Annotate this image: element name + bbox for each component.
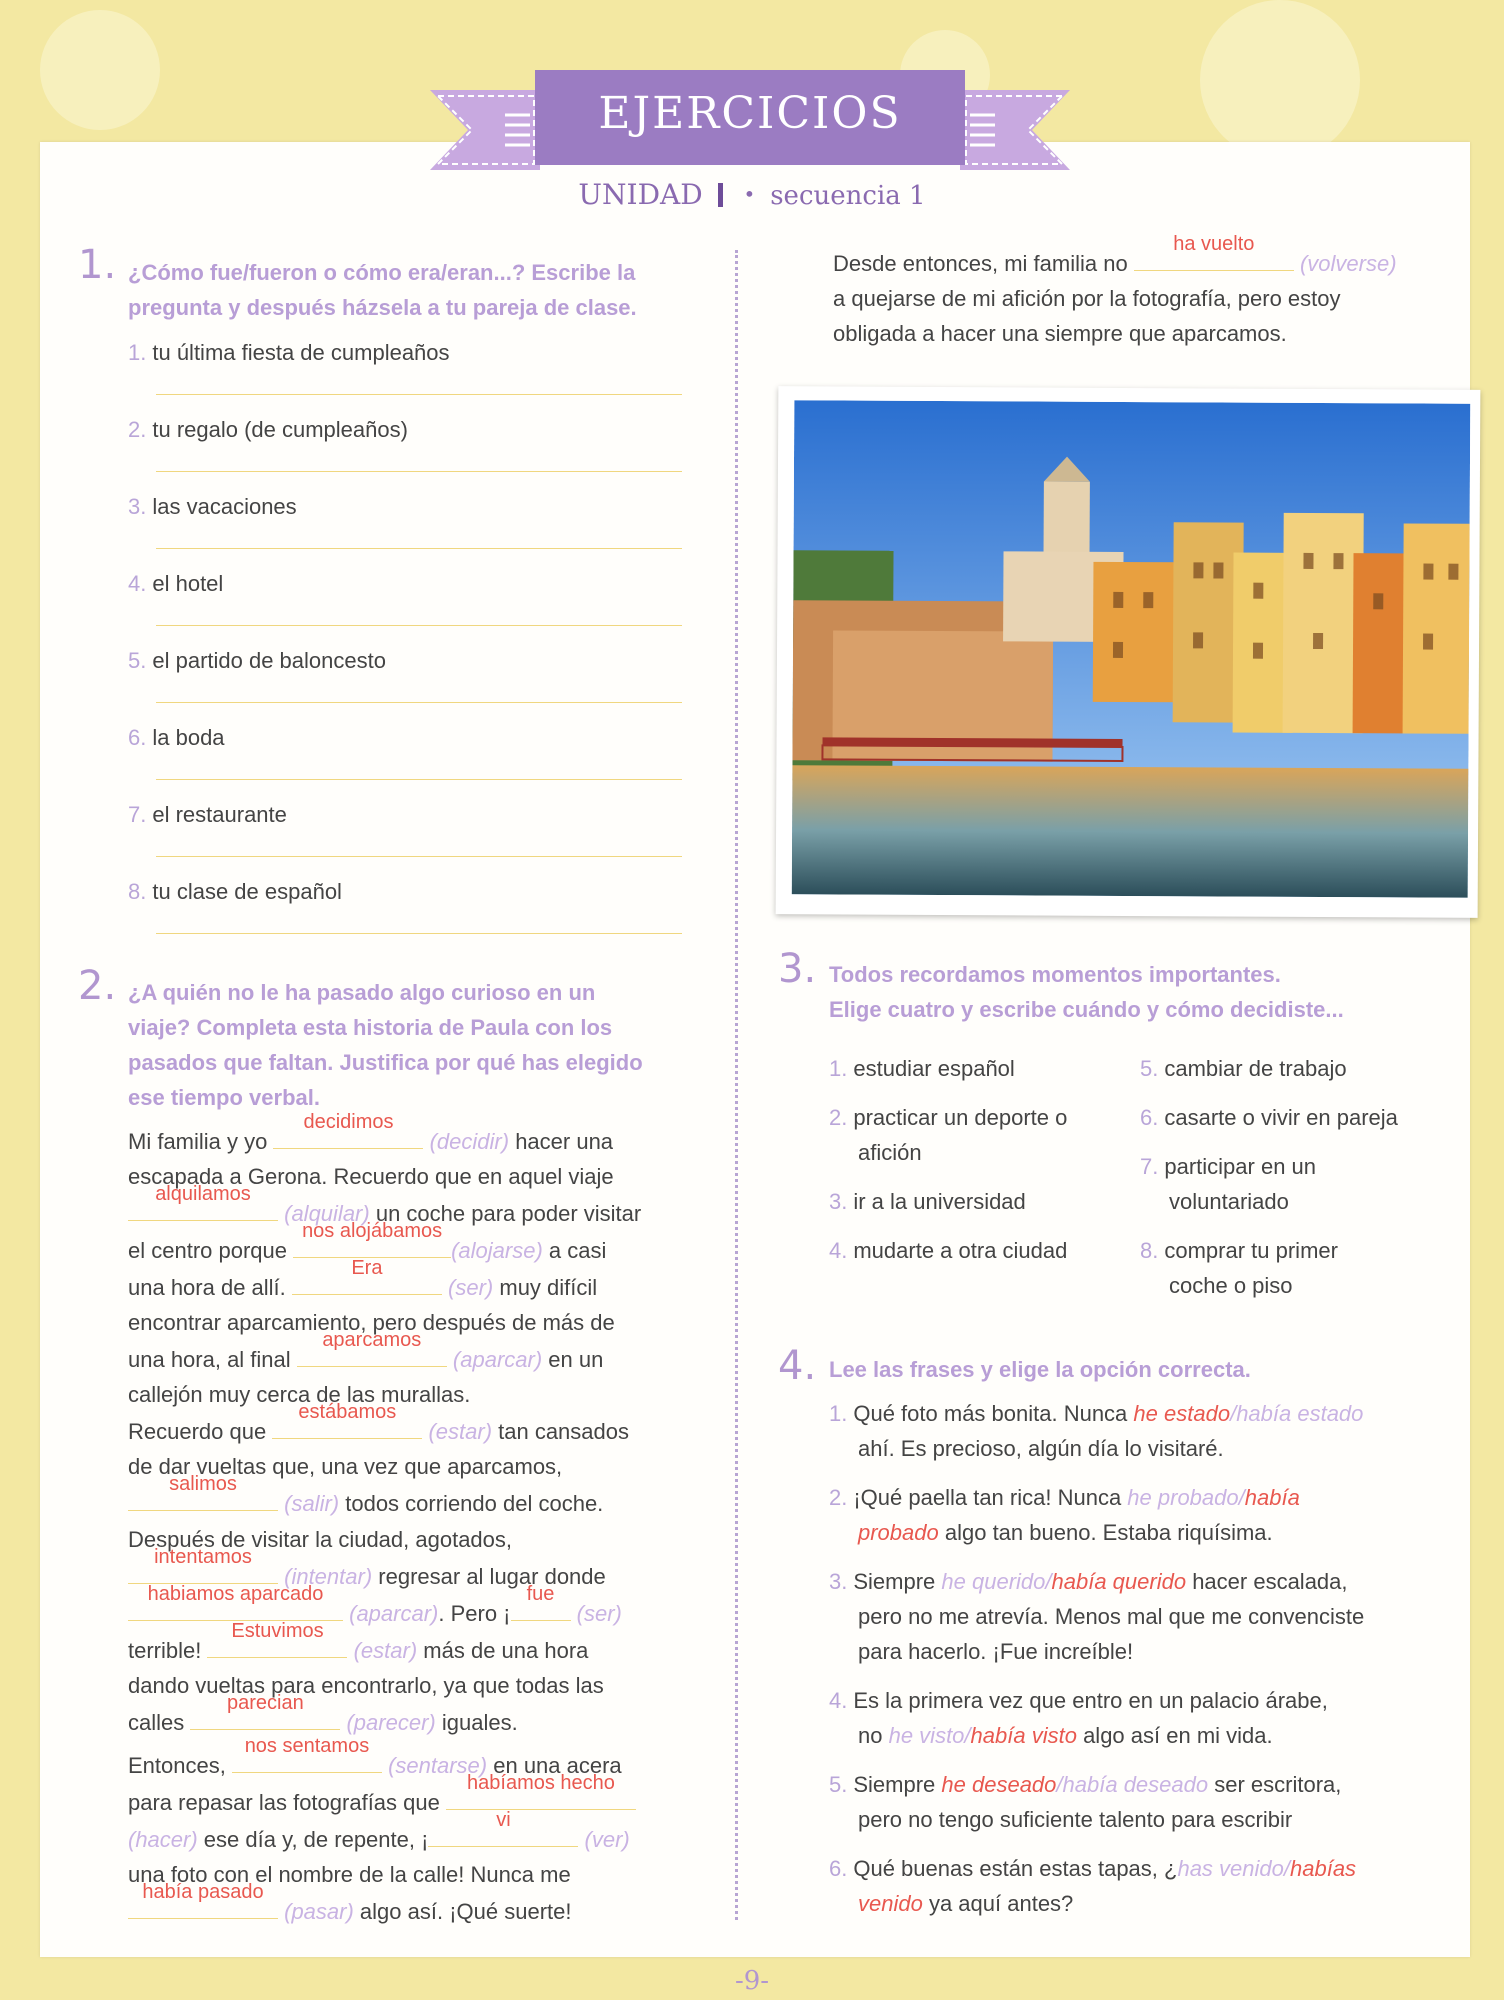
page-title: EJERCICIOS [598, 88, 902, 139]
answer-line[interactable] [156, 702, 682, 703]
title-banner [430, 70, 1070, 180]
exercise-1-number: 1. [78, 242, 117, 288]
answer-blank[interactable]: alquilamos [128, 1194, 278, 1221]
story-paragraph-2: Después de visitar la ciudad, agotados, intentamos (intentar) regresar al lugar donde habiamos aparcado (aparcar). Pero ¡ fue (ser) terrible! Estuvimos (estar) más de una hora dando vueltas para encontrarlo, ya que todas las calles parecian (parecer) iguales. [128, 1527, 622, 1735]
answer-line[interactable] [156, 625, 682, 626]
answer-line[interactable] [156, 471, 682, 472]
option-correct[interactable]: había querido [1051, 1569, 1187, 1594]
answer-blank[interactable]: estábamos [272, 1412, 422, 1439]
story-continuation: Desde entonces, mi familia no ha vuelto (volverse) a quejarse de mi afición por la fotografía, pero estoy obligada a hacer una siempre que aparcamos. [833, 233, 1397, 346]
girona-photo [776, 386, 1481, 918]
answer-blank[interactable]: nos sentamos [232, 1746, 382, 1773]
answer-blank[interactable]: habíamos hecho [446, 1783, 636, 1810]
exercise-3-left-list: 1. estudiar español 2. practicar un deporte o afición 3. ir a la universidad 4. mudarte a otra ciudad [829, 1056, 1068, 1263]
option-correct[interactable]: he estado [1133, 1401, 1231, 1426]
list-item: 4. el hotel [128, 571, 224, 596]
exercise-4-number: 4. [778, 1343, 817, 1389]
answer-line[interactable] [156, 394, 682, 395]
exercise-3-instruction: Todos recordamos momentos importantes. Elige cuatro y escribe cuándo y cómo decidiste... [829, 962, 1344, 1022]
answer-blank[interactable]: aparcamos [297, 1340, 447, 1367]
option-correct[interactable]: había [1244, 1485, 1300, 1510]
answer-blank[interactable]: habiamos aparcado [128, 1594, 343, 1621]
exercise-2-number: 2. [78, 963, 117, 1009]
option-incorrect[interactable]: había estado [1236, 1401, 1364, 1426]
background-bokeh [1200, 0, 1360, 160]
answer-blank[interactable]: parecian [190, 1703, 340, 1730]
list-item: 1. tu última fiesta de cumpleaños [128, 340, 450, 365]
option-incorrect[interactable]: había deseado [1062, 1772, 1209, 1797]
list-item: 2. tu regalo (de cumpleaños) [128, 417, 408, 442]
bullet: • [743, 182, 756, 206]
answer-blank[interactable]: salimos [128, 1484, 278, 1511]
option-correct[interactable]: habías [1290, 1856, 1357, 1881]
answer-line[interactable] [156, 779, 682, 780]
answer-blank[interactable]: intentamos [128, 1557, 278, 1584]
exercise-2-instruction: ¿A quién no le ha pasado algo curioso en un viaje? Completa esta historia de Paula con los pasados que faltan. Justifica por qué has elegido ese tiempo verbal. [128, 980, 643, 1110]
list-item: 6. la boda [128, 725, 225, 750]
option-incorrect[interactable]: he querido [941, 1569, 1046, 1594]
exercise-3-right-list: 5. cambiar de trabajo 6. casarte o vivir en pareja 7. participar en un voluntariado 8. comprar tu primer coche o piso [1140, 1056, 1398, 1298]
page-number: -9- [734, 1966, 770, 1996]
list-item: 3. las vacaciones [128, 494, 297, 519]
answer-blank[interactable]: ha vuelto [1134, 244, 1294, 271]
answer-blank[interactable]: había pasado [128, 1892, 278, 1919]
option-incorrect[interactable]: he probado [1127, 1485, 1239, 1510]
exercise-3-number: 3. [778, 946, 817, 992]
sequence-label: secuencia 1 [770, 181, 926, 211]
option-correct[interactable]: había visto [970, 1723, 1077, 1748]
story-paragraph-3: Entonces, nos sentamos (sentarse) en una acera para repasar las fotografías que habíamos hecho (hacer) ese día y, de repente, ¡ vi (ver) una foto con el nombre de la calle! Nunca me había pasado (pasar) algo así. ¡Qué suerte! [128, 1746, 738, 1929]
unit-number-bar [718, 183, 723, 207]
answer-line[interactable] [156, 933, 682, 934]
exercise-1-instruction: ¿Cómo fue/fueron o cómo era/eran...? Escribe la pregunta y después házsela a tu pareja de clase. [128, 260, 637, 320]
answer-line[interactable] [156, 856, 682, 857]
exercise-4-list: 1. Qué foto más bonita. Nunca he estado/había estado ahí. Es precioso, algún día lo visitaré. 2. ¡Qué paella tan rica! Nunca he probado/había probado algo tan bueno. Estaba riquísima. 3. Siempre he querido/había querido hacer escalada, pero no me atrevía. Menos mal que me convenciste para hacerlo. ¡Fue increíble! 4. Es la primera vez que entro en un palacio árabe, no he visto/había visto algo así en mi vida. 5. Siempre he deseado/había deseado ser escritora, pero no tengo suficiente talento para escribir 6. Qué buenas están estas tapas, ¿has venido/habías venido ya aquí antes? [829, 1401, 1365, 1916]
story-paragraph-1: Mi familia y yo decidimos (decidir) hacer una escapada a Gerona. Recuerdo que en aquel viaje alquilamos (alquilar) un coche para poder visitar el centro porque nos alojábamos (alojarse) a casi una hora de allí. Era (ser) muy difícil encontrar aparcamiento, pero después de más de una hora, al final aparcamos (aparcar) en un callejón muy cerca de las murallas. Recuerdo que estábamos (estar) tan cansados de dar vueltas que, una vez que aparcamos, salimos (salir) todos corriendo del coche. [128, 1111, 642, 1516]
answer-blank[interactable]: Estuvimos [207, 1631, 347, 1658]
answer-blank[interactable]: vi [428, 1820, 578, 1847]
option-correct[interactable]: he deseado [941, 1772, 1057, 1797]
list-item: 7. el restaurante [128, 802, 287, 827]
background-bokeh [40, 10, 160, 130]
answer-blank[interactable]: fue [511, 1594, 571, 1621]
girona-river-houses-image [792, 400, 1471, 898]
answer-blank[interactable]: decidimos [273, 1122, 423, 1149]
answer-blank[interactable]: Era [292, 1268, 442, 1295]
option-incorrect[interactable]: he visto [888, 1723, 965, 1748]
list-item: 5. el partido de baloncesto [128, 648, 386, 673]
unit-label: UNIDAD [578, 178, 703, 211]
unit-subtitle [0, 178, 1504, 211]
answer-blank[interactable]: nos alojábamos [293, 1231, 451, 1258]
exercise-4-instruction: Lee las frases y elige la opción correcta. [829, 1357, 1251, 1382]
list-item: 8. tu clase de español [128, 879, 342, 904]
answer-line[interactable] [156, 548, 682, 549]
option-incorrect[interactable]: has venido [1177, 1856, 1284, 1881]
